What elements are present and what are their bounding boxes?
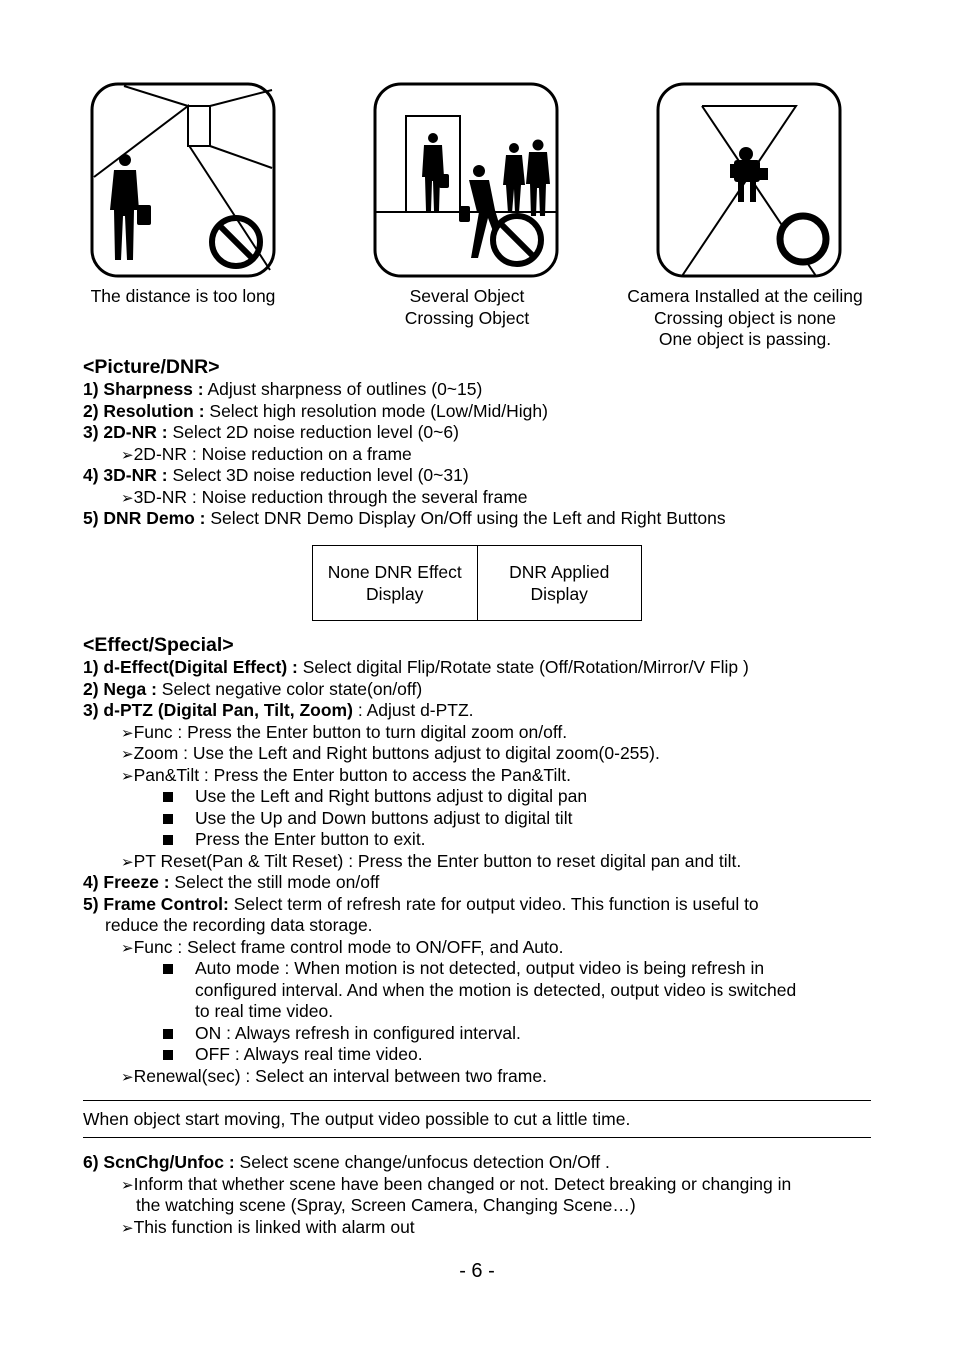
scene-change-section: [83, 1152, 791, 1238]
arrow-bullet-icon: ➢: [121, 853, 134, 871]
arrow-bullet-icon: ➢: [121, 767, 134, 785]
arrow-bullet-icon: ➢: [121, 939, 134, 957]
arrow-bullet-icon: ➢: [121, 489, 134, 507]
arrow-bullet-icon: ➢: [121, 746, 134, 763]
arrow-bullet-icon: ➢: [121, 1068, 134, 1086]
list-item: 5) DNR Demo : Select DNR Demo Display On/Off using the Left and Right Buttons: [83, 508, 726, 528]
bullet-item: ON : Always refresh in configured interval.: [83, 1023, 796, 1045]
note-box: When object start moving, The output video possible to cut a little time.: [83, 1100, 871, 1138]
sub-item-continuation: the watching scene (Spray, Screen Camera, Changing Scene…): [136, 1195, 636, 1215]
list-item: 4) 3D-NR : Select 3D noise reduction level (0~31): [83, 465, 469, 485]
figure-several-objects: [373, 82, 559, 278]
square-bullet-icon: [163, 814, 173, 824]
list-item: 3) 2D-NR : Select 2D noise reduction level (0~6): [83, 422, 459, 442]
list-item: 2) Nega : Select negative color state(on/off): [83, 678, 423, 699]
sub-item: ➢Pan&Tilt : Press the Enter button to access the Pan&Tilt.: [121, 764, 571, 785]
square-bullet-icon: [163, 1029, 173, 1039]
list-item: 6) ScnChg/Unfoc : Select scene change/unfocus detection On/Off .: [83, 1152, 610, 1172]
figure-distance-too-long: [90, 82, 276, 278]
bullet-item-continuation: configured interval. And when the motion is detected, output video is switched: [195, 979, 797, 1000]
section-heading: <Picture/DNR>: [83, 356, 220, 378]
sub-item: ➢Inform that whether scene have been changed or not. Detect breaking or changing in: [121, 1173, 792, 1194]
figure-ceiling-camera: [656, 82, 842, 278]
list-item: 4) Freeze : Select the still mode on/off: [83, 872, 380, 892]
sub-item: ➢This function is linked with alarm out: [121, 1216, 415, 1237]
sub-item: ➢Func : Press the Enter button to turn digital zoom on/off.: [121, 721, 568, 742]
dnr-cell-none: None DNR Effect Display: [327, 562, 462, 604]
sub-item: ➢2D-NR : Noise reduction on a frame: [121, 443, 412, 464]
list-item: 5) Frame Control: Select term of refresh rate for output video. This function is useful to: [83, 893, 759, 914]
square-bullet-icon: [163, 792, 173, 802]
arrow-bullet-icon: ➢: [121, 1176, 134, 1194]
sub-item: ➢PT Reset(Pan & Tilt Reset) : Press the Enter button to reset digital pan and tilt.: [121, 850, 742, 871]
arrow-bullet-icon: ➢: [121, 1219, 134, 1237]
page-number: - 6 -: [459, 1260, 495, 1282]
figure-caption-2: Several Object Crossing Object: [404, 286, 530, 328]
dnr-demo-table: [312, 545, 642, 621]
bullet-item-continuation: to real time video.: [195, 1001, 334, 1021]
sub-item: ➢Zoom : Use the Left and Right buttons adjust to digital zoom(0-255).: [121, 743, 660, 763]
arrow-bullet-icon: ➢: [121, 724, 134, 742]
bullet-item: Auto mode : When motion is not detected, output video is being refresh in: [83, 958, 796, 980]
prohibited-icon: [493, 216, 541, 264]
ok-circle-icon: [780, 216, 826, 262]
square-bullet-icon: [163, 964, 173, 974]
sub-item: ➢Func : Select frame control mode to ON/OFF, and Auto.: [121, 936, 564, 957]
figure-caption-1: The distance is too long: [90, 286, 276, 306]
square-bullet-icon: [163, 835, 173, 845]
bullet-item: OFF : Always real time video.: [83, 1044, 796, 1066]
list-item-continuation: reduce the recording data storage.: [105, 915, 373, 935]
bullet-item: Use the Left and Right buttons adjust to digital pan: [83, 786, 796, 808]
arrow-bullet-icon: ➢: [121, 446, 134, 464]
list-item: 1) d-Effect(Digital Effect) : Select digital Flip/Rotate state (Off/Rotation/Mirror/V Flip ): [83, 657, 749, 677]
square-bullet-icon: [163, 1050, 173, 1060]
list-item: 1) Sharpness : Adjust sharpness of outlines (0~15): [83, 379, 483, 399]
sub-item: ➢3D-NR : Noise reduction through the several frame: [121, 486, 528, 507]
section-heading: <Effect/Special>: [83, 634, 234, 656]
dnr-cell-applied: DNR Applied Display: [477, 546, 642, 620]
effect-special-section: [83, 634, 796, 1087]
picture-dnr-section: [83, 356, 726, 530]
sub-item: ➢Renewal(sec) : Select an interval between two frame.: [121, 1065, 547, 1086]
bullet-item: Press the Enter button to exit.: [83, 829, 796, 851]
figure-caption-3: Camera Installed at the ceiling Crossing object is none One object is passing.: [627, 286, 863, 349]
list-item: 2) Resolution : Select high resolution mode (Low/Mid/High): [83, 400, 548, 421]
bullet-item: Use the Up and Down buttons adjust to digital tilt: [83, 808, 796, 830]
list-item: 3) d-PTZ (Digital Pan, Tilt, Zoom) : Adjust d-PTZ.: [83, 700, 474, 720]
